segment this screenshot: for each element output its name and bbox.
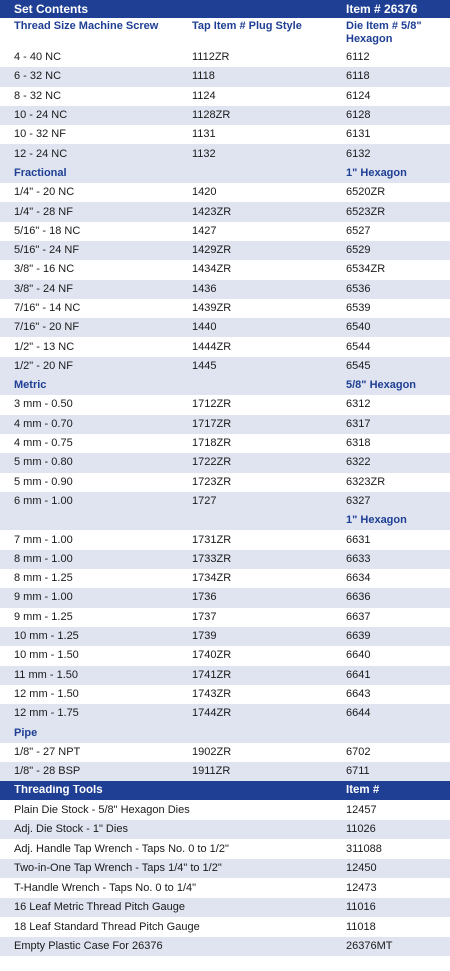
die-item-cell: 6536 [346, 283, 371, 295]
table-row [0, 395, 450, 414]
table-row [0, 646, 450, 665]
tap-item-cell: 1112ZR [192, 52, 230, 64]
thread-size-cell: 5/16" - 24 NF [14, 245, 80, 257]
section-die-size: 1" Hexagon [346, 167, 407, 179]
thread-size-cell: 6 mm - 1.00 [14, 495, 73, 507]
thread-size-cell: 9 mm - 1.25 [14, 611, 73, 623]
tap-item-cell: 1736 [192, 592, 217, 604]
tool-row [0, 820, 450, 840]
thread-size-cell: 1/2" - 20 NF [14, 360, 73, 372]
table-row [0, 453, 450, 472]
tool-row [0, 917, 450, 937]
thread-size-cell: 1/8" - 27 NPT [14, 746, 81, 758]
die-item-cell: 6529 [346, 245, 371, 257]
thread-size-cell: 7 mm - 1.00 [14, 534, 73, 546]
tool-row [0, 937, 450, 957]
table-row [0, 280, 450, 299]
thread-size-cell: 8 mm - 1.25 [14, 573, 73, 585]
thread-size-cell: 4 - 40 NC [14, 52, 62, 64]
table-row [0, 434, 450, 453]
die-item-cell: 6322 [346, 457, 371, 469]
thread-size-cell: 4 mm - 0.75 [14, 438, 73, 450]
tap-item-cell: 1429ZR [192, 245, 232, 257]
column-header-tap-item: Tap Item # Plug Style [192, 20, 302, 32]
section-fractional [0, 164, 450, 183]
tool-row [0, 859, 450, 879]
table-row [0, 106, 450, 125]
thread-size-cell: 1/4" - 20 NC [14, 187, 75, 199]
table-row [0, 588, 450, 607]
thread-size-cell: 3 mm - 0.50 [14, 399, 73, 411]
die-item-cell: 6118 [346, 71, 370, 83]
thread-size-cell: 12 mm - 1.75 [14, 708, 79, 720]
table-row [0, 762, 450, 781]
tap-item-cell: 1439ZR [192, 303, 232, 314]
section-metric-1in-hexagon [0, 511, 450, 530]
tool-name-cell: 18 Leaf Standard Thread Pitch Gauge [14, 921, 200, 933]
tap-item-cell: 1444ZR [192, 341, 232, 353]
table-row [0, 685, 450, 704]
tool-name-cell: Adj. Die Stock - 1" Dies [14, 824, 128, 836]
tool-item-cell: 11016 [346, 902, 376, 914]
tool-row [0, 878, 450, 898]
tap-item-cell: 1737 [192, 611, 217, 623]
table-row [0, 337, 450, 356]
column-header-thread-size: Thread Size Machine Screw [14, 20, 159, 32]
threading-tools-title: Threading Tools [14, 785, 103, 797]
table-row [0, 530, 450, 549]
table-row [0, 87, 450, 106]
tap-item-cell: 1434ZR [192, 264, 232, 276]
thread-size-cell: 10 - 32 NF [14, 129, 66, 141]
thread-size-cell: 5 mm - 0.80 [14, 457, 73, 469]
die-item-cell: 6644 [346, 708, 371, 720]
thread-size-cell: 1/4" - 28 NF [14, 206, 73, 218]
die-item-cell: 6639 [346, 631, 371, 643]
tool-name-cell: Empty Plastic Case For 26376 [14, 941, 163, 953]
die-item-cell: 6132 [346, 148, 371, 160]
table-row [0, 415, 450, 434]
tap-item-cell: 1717ZR [192, 418, 232, 430]
tap-item-cell: 1902ZR [192, 746, 232, 758]
table-row [0, 222, 450, 241]
tool-row [0, 800, 450, 820]
tap-item-cell: 1734ZR [192, 573, 232, 585]
table-row [0, 318, 450, 337]
table-row [0, 608, 450, 627]
thread-size-cell: 8 mm - 1.00 [14, 553, 73, 565]
tap-item-cell: 1722ZR [192, 457, 232, 469]
table-row [0, 183, 450, 202]
table-row [0, 357, 450, 376]
tap-item-cell: 1727 [192, 495, 217, 507]
threading-tools-header [0, 781, 450, 800]
tool-item-cell: 12457 [346, 804, 377, 816]
tool-item-cell: 11018 [346, 921, 376, 933]
section-pipe [0, 723, 450, 742]
tool-item-cell: 12450 [346, 863, 377, 875]
tool-item-cell: 12473 [346, 882, 377, 894]
tap-item-cell: 1712ZR [192, 399, 232, 411]
thread-size-cell: 10 - 24 NC [14, 110, 68, 122]
tool-row [0, 898, 450, 918]
tap-item-cell: 1128ZR [192, 110, 231, 122]
section-label: Pipe [14, 727, 38, 739]
tap-item-cell: 1445 [192, 360, 217, 372]
tool-name-cell: 16 Leaf Metric Thread Pitch Gauge [14, 902, 186, 914]
set-item-number: Item # 26376 [346, 3, 418, 15]
table-row [0, 125, 450, 144]
table-row [0, 492, 450, 511]
thread-size-cell: 6 - 32 NC [14, 71, 62, 83]
thread-size-cell: 3/8" - 24 NF [14, 283, 73, 295]
thread-size-cell: 12 mm - 1.50 [14, 688, 79, 700]
tap-item-cell: 1741ZR [192, 669, 232, 681]
tap-item-cell: 1131 [192, 129, 216, 141]
die-item-cell: 6534ZR [346, 264, 386, 276]
thread-size-cell: 1/2" - 13 NC [14, 341, 75, 353]
tap-item-cell: 1118 [192, 71, 215, 83]
die-item-cell: 6131 [346, 129, 371, 141]
table-row [0, 743, 450, 762]
tap-item-cell: 1733ZR [192, 553, 232, 565]
thread-size-cell: 12 - 24 NC [14, 148, 68, 160]
table-row [0, 704, 450, 723]
thread-size-cell: 10 mm - 1.25 [14, 631, 79, 643]
table-row [0, 144, 450, 163]
thread-size-cell: 5 mm - 0.90 [14, 476, 73, 488]
tool-item-cell: 11026 [346, 824, 376, 836]
tap-item-cell: 1436 [192, 283, 217, 295]
tap-item-cell: 1739 [192, 631, 217, 643]
die-item-cell: 6128 [346, 110, 371, 122]
die-item-cell: 6702 [346, 746, 371, 758]
die-item-cell: 6540 [346, 322, 371, 334]
thread-size-cell: 9 mm - 1.00 [14, 592, 73, 604]
tap-item-cell: 1744ZR [192, 708, 232, 720]
table-title-bar [0, 0, 450, 18]
thread-size-cell: 1/8" - 28 BSP [14, 766, 81, 778]
die-item-cell: 6539 [346, 303, 371, 314]
die-item-cell: 6520ZR [346, 187, 386, 199]
tap-item-cell: 1723ZR [192, 476, 232, 488]
tap-item-cell: 1731ZR [192, 534, 232, 546]
tap-item-cell: 1124 [192, 90, 216, 102]
die-item-cell: 6112 [346, 52, 370, 64]
table-row [0, 627, 450, 646]
table-row [0, 202, 450, 221]
tap-item-cell: 1420 [192, 187, 217, 199]
die-item-cell: 6327 [346, 495, 371, 507]
die-item-cell: 6640 [346, 650, 371, 662]
table-row [0, 67, 450, 86]
thread-size-cell: 3/8" - 16 NC [14, 264, 75, 276]
die-item-cell: 6545 [346, 360, 371, 372]
tap-item-cell: 1743ZR [192, 688, 232, 700]
tool-name-cell: Adj. Handle Tap Wrench - Taps No. 0 to 1/2" [14, 843, 229, 855]
die-item-cell: 6527 [346, 225, 371, 237]
thread-size-cell: 5/16" - 18 NC [14, 225, 81, 237]
die-item-cell: 6544 [346, 341, 371, 353]
thread-size-cell: 7/16" - 20 NF [14, 322, 80, 334]
die-item-cell: 6318 [346, 438, 371, 450]
column-header-die-item: Die Item # 5/8" Hexagon [346, 20, 422, 45]
section-metric [0, 376, 450, 395]
tool-name-cell: Two-in-One Tap Wrench - Taps 1/4" to 1/2" [14, 863, 222, 875]
tool-name-cell: T-Handle Wrench - Taps No. 0 to 1/4" [14, 882, 197, 894]
table-row [0, 550, 450, 569]
column-headers [0, 18, 450, 48]
tool-name-cell: Plain Die Stock - 5/8" Hexagon Dies [14, 804, 190, 816]
table-body [0, 48, 450, 956]
tool-item-cell: 311088 [346, 843, 382, 855]
die-item-cell: 6643 [346, 688, 371, 700]
die-item-cell: 6634 [346, 573, 371, 585]
table-row [0, 241, 450, 260]
section-die-size: 5/8" Hexagon [346, 380, 417, 392]
tap-item-cell: 1427 [192, 225, 217, 237]
section-die-size: 1" Hexagon [346, 515, 407, 527]
die-item-cell: 6323ZR [346, 476, 386, 488]
die-item-cell: 6631 [346, 534, 371, 546]
tap-item-cell: 1423ZR [192, 206, 232, 218]
die-item-cell: 6312 [346, 399, 371, 411]
die-item-cell: 6711 [346, 766, 370, 778]
section-label: Fractional [14, 167, 67, 179]
table-row [0, 48, 450, 67]
die-item-cell: 6636 [346, 592, 371, 604]
tap-item-cell: 1740ZR [192, 650, 232, 662]
thread-size-cell: 11 mm - 1.50 [14, 669, 78, 681]
thread-size-cell: 7/16" - 14 NC [14, 303, 81, 314]
tool-item-cell: 26376MT [346, 941, 393, 953]
tap-item-cell: 1911ZR [192, 766, 231, 778]
table-row [0, 260, 450, 279]
table-row [0, 569, 450, 588]
table-row [0, 473, 450, 492]
die-item-cell: 6641 [346, 669, 371, 681]
thread-size-cell: 8 - 32 NC [14, 90, 62, 102]
tool-row [0, 839, 450, 859]
die-item-cell: 6633 [346, 553, 371, 565]
table-row [0, 666, 450, 685]
die-item-cell: 6124 [346, 90, 371, 102]
thread-size-cell: 4 mm - 0.70 [14, 418, 73, 430]
tap-item-cell: 1718ZR [192, 438, 232, 450]
die-item-cell: 6317 [346, 418, 371, 430]
threading-tools-item-label: Item # [346, 785, 380, 797]
tap-item-cell: 1440 [192, 322, 217, 334]
tap-item-cell: 1132 [192, 148, 216, 160]
die-item-cell: 6637 [346, 611, 371, 623]
table-title: Set Contents [14, 3, 89, 15]
section-label: Metric [14, 380, 47, 392]
die-item-cell: 6523ZR [346, 206, 386, 218]
table-row [0, 299, 450, 318]
thread-size-cell: 10 mm - 1.50 [14, 650, 79, 662]
